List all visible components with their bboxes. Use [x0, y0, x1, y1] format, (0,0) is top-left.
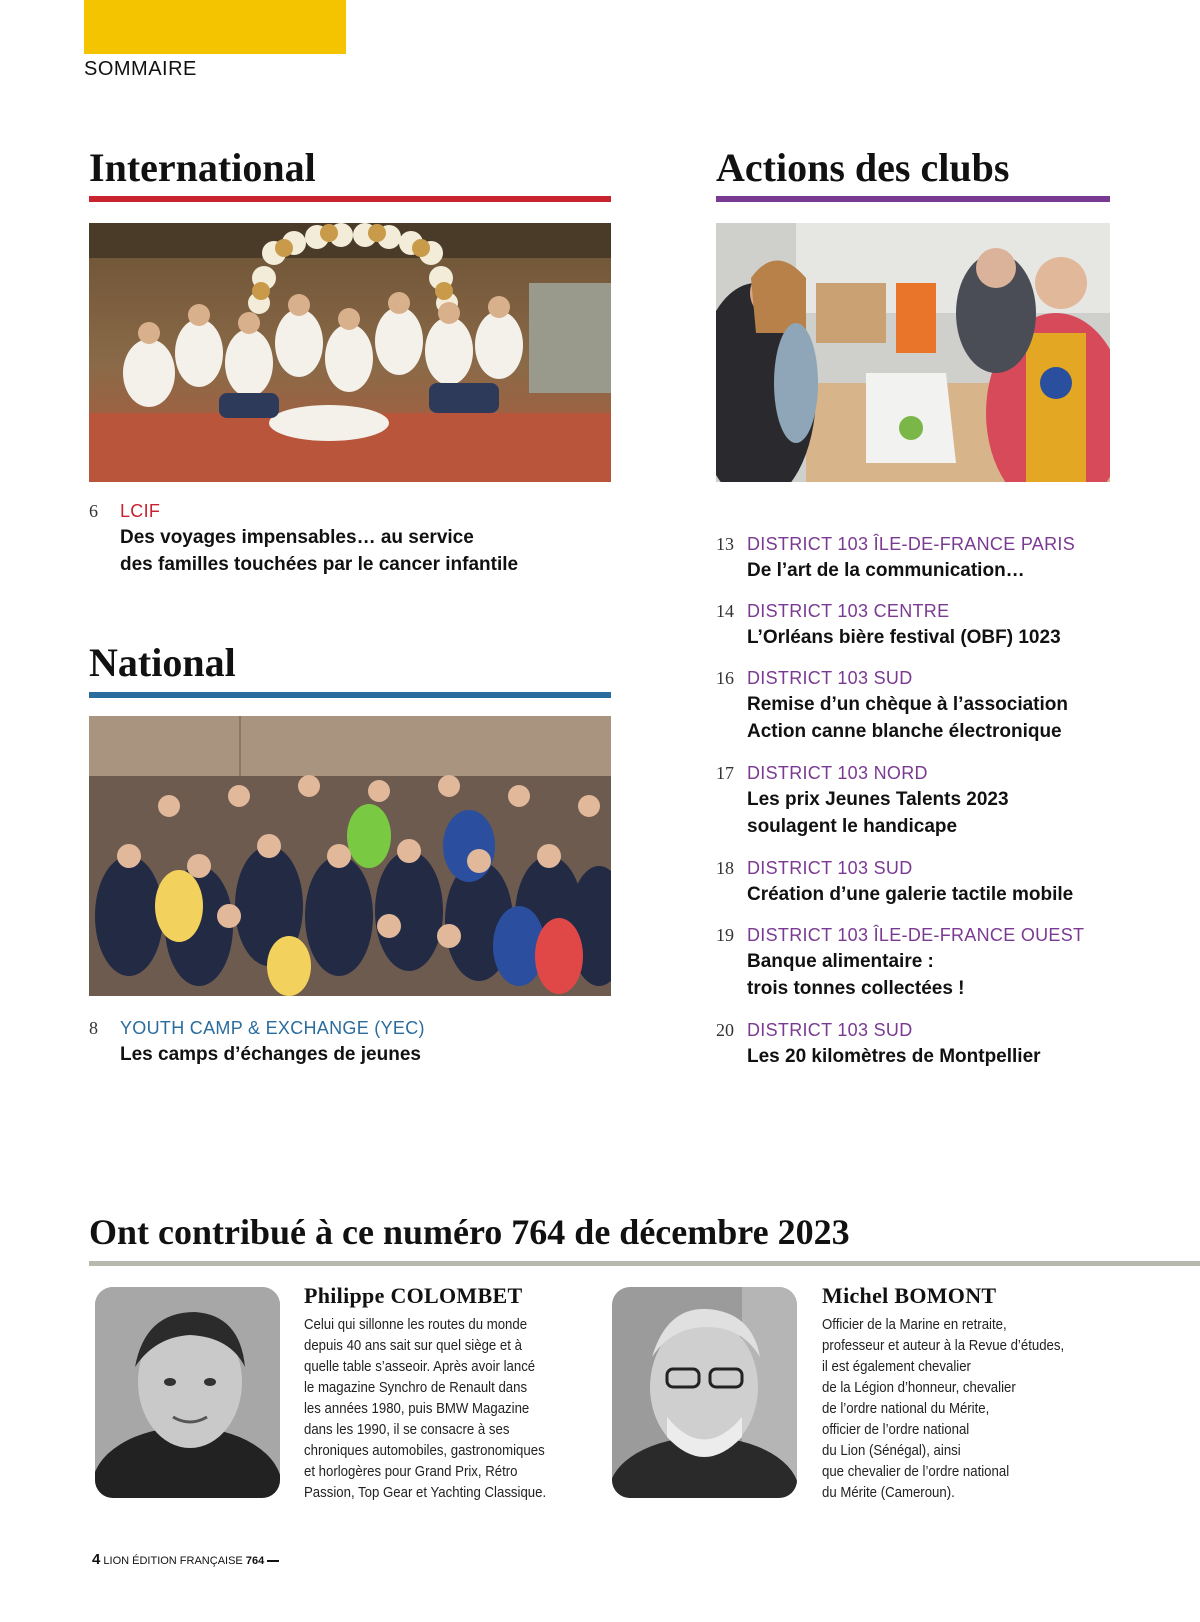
entry-page-number: 14: [716, 601, 734, 621]
rule-national: [89, 692, 611, 698]
portrait-photo: [95, 1287, 280, 1498]
entry-category[interactable]: DISTRICT 103 SUD: [747, 858, 913, 878]
entry-category[interactable]: DISTRICT 103 CENTRE: [747, 601, 950, 621]
entry-title[interactable]: Remise d’un chèque à l’association Action canne blanche électronique: [747, 694, 1068, 742]
footer-issue: 764: [245, 1555, 265, 1567]
group-photo-balloons: [89, 223, 611, 482]
entry-page-number: 19: [716, 925, 734, 945]
footer-page-number: 4: [92, 1551, 101, 1568]
rule-international: [89, 196, 611, 202]
contributor-bio: Celui qui sillonne les routes du monde depuis 40 ans sait sur quel siège et à quelle table s’asseoir. Après avoir lancé le magazine Synchro de Renault dans les années 1980, puis BMW Magazine dans les 1990, il se consacre à ses chroniques automobiles, gastronomiques et horlogères pour Grand Prix, Rétro Passion, Top Gear et Yachting Classique.: [304, 1316, 547, 1501]
entry-category[interactable]: DISTRICT 103 ÎLE-DE-FRANCE OUEST: [747, 925, 1085, 945]
contributor-name: Michel BOMONT: [822, 1283, 997, 1308]
entry-title[interactable]: L’Orléans bière festival (OBF) 1023: [747, 627, 1061, 648]
rule-clubs: [716, 196, 1110, 202]
page-footer: [92, 1551, 279, 1568]
section-title-international: International: [89, 145, 316, 190]
entry-page-number: 20: [716, 1020, 734, 1040]
entry-category[interactable]: LCIF: [120, 501, 161, 521]
portrait-photo: [612, 1287, 797, 1498]
section-title-clubs: Actions des clubs: [716, 145, 1010, 190]
entry-page-number: 6: [89, 501, 98, 521]
contributors-title: Ont contribué à ce numéro 764 de décembre 2023: [89, 1212, 850, 1252]
entry-title[interactable]: Banque alimentaire : trois tonnes collectées !: [747, 951, 965, 999]
yellow-tab: [84, 0, 346, 54]
entry-title[interactable]: Création d’une galerie tactile mobile: [747, 884, 1074, 905]
entry-category[interactable]: DISTRICT 103 NORD: [747, 763, 928, 783]
footer-dash: [267, 1560, 279, 1562]
entry-title[interactable]: Les prix Jeunes Talents 2023 soulagent le handicape: [747, 789, 1009, 837]
entry-title[interactable]: Les 20 kilomètres de Montpellier: [747, 1046, 1041, 1067]
entry-page-number: 17: [716, 763, 734, 783]
group-photo-lions: [89, 716, 611, 996]
section-clubs: [716, 144, 1009, 191]
section-international: [89, 144, 316, 191]
rule-contributors: [89, 1261, 1200, 1266]
footer-publication: LION ÉDITION FRANÇAISE: [103, 1555, 243, 1567]
entry-page-number: 8: [89, 1018, 98, 1038]
food-bank-photo: [716, 223, 1110, 482]
section-title-national: National: [89, 640, 236, 685]
entry-category[interactable]: DISTRICT 103 SUD: [747, 1020, 913, 1040]
entry-title[interactable]: De l’art de la communication…: [747, 560, 1025, 581]
entry-title[interactable]: Les camps d’échanges de jeunes: [120, 1044, 421, 1065]
entry-title[interactable]: Des voyages impensables… au service des familles touchées par le cancer infantile: [120, 527, 519, 575]
entry-page-number: 13: [716, 534, 734, 554]
contributor-name: Philippe COLOMBET: [304, 1283, 523, 1308]
page-kicker: SOMMAIRE: [84, 58, 197, 80]
entry-category[interactable]: DISTRICT 103 ÎLE-DE-FRANCE PARIS: [747, 534, 1076, 554]
entry-category[interactable]: YOUTH CAMP & EXCHANGE (YEC): [120, 1018, 425, 1038]
entry-page-number: 18: [716, 858, 734, 878]
entry-page-number: 16: [716, 668, 734, 688]
contributor-bio: Officier de la Marine en retraite, professeur et auteur à la Revue d’études, il est également chevalier de la Légion d’honneur, chevalier de l’ordre national du Mérite, officier de l’ordre national du Lion (Sénégal), ainsi que chevalier de l’ordre national du Mérite (Cameroun).: [822, 1316, 1065, 1501]
section-national: [89, 639, 236, 686]
entry-category[interactable]: DISTRICT 103 SUD: [747, 668, 913, 688]
